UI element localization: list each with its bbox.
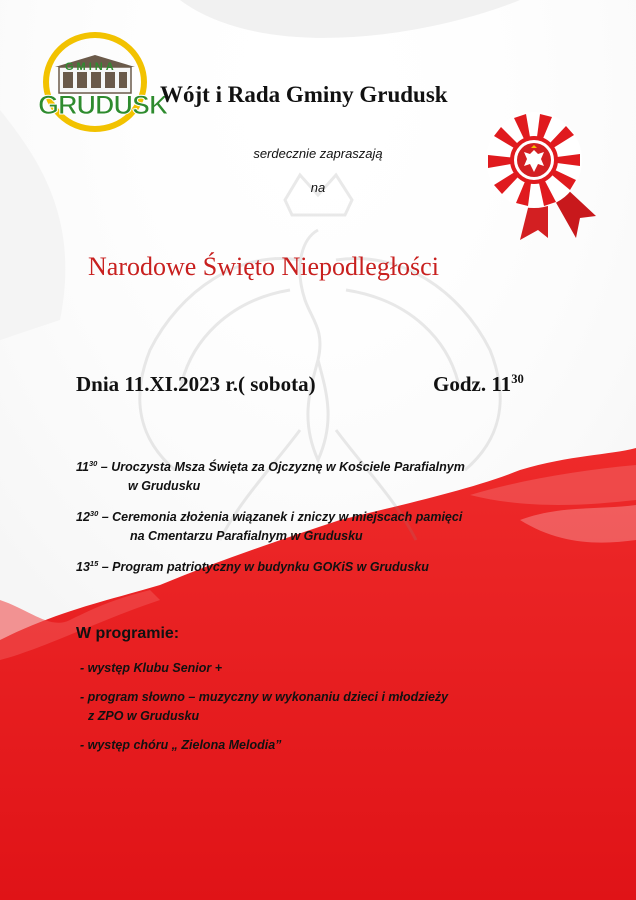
schedule-time: $13^{15}$ bbox=[76, 558, 99, 574]
na-text: na bbox=[310, 180, 326, 195]
program-line-continued: z ZPO w Grudusku bbox=[88, 709, 200, 723]
program-line: - występ chóru „ Zielona Melodia” bbox=[80, 738, 282, 752]
program-item bbox=[80, 688, 560, 726]
event-time-minutes: 30 bbox=[511, 372, 524, 386]
schedule-item bbox=[76, 558, 566, 577]
event-time bbox=[433, 372, 524, 397]
schedule bbox=[76, 458, 566, 589]
program-line: - występ Klubu Senior + bbox=[80, 661, 223, 675]
event-name: Narodowe Święto Niepodległości bbox=[88, 252, 439, 281]
schedule-line-continued: na Cmentarzu Parafialnym w Grudusku bbox=[130, 529, 363, 543]
event-date: Dnia 11.XI.2023 r.( sobota) bbox=[76, 372, 316, 396]
gmina-grudusk-logo bbox=[37, 30, 168, 135]
schedule-time: $12^{30}$ bbox=[76, 508, 99, 524]
program-item bbox=[80, 659, 560, 678]
logo-top-text: GMINA bbox=[65, 61, 117, 73]
schedule-line: – Ceremonia złożenia wiązanek i zniczy w miejscach pamięci bbox=[98, 510, 463, 524]
program-list bbox=[80, 659, 560, 765]
schedule-item bbox=[76, 458, 566, 496]
event-time-label: Godz. 11 bbox=[433, 372, 512, 396]
schedule-line: – Program patriotyczny w budynku GOKiS w Grudusku bbox=[98, 560, 429, 574]
schedule-time: $11^{30}$ bbox=[76, 458, 98, 474]
program-item bbox=[80, 736, 560, 755]
rosette-with-eagle-icon bbox=[472, 112, 602, 242]
schedule-item bbox=[76, 508, 566, 546]
invite-text: serdecznie zapraszają bbox=[253, 146, 383, 161]
schedule-line-continued: w Grudusku bbox=[128, 479, 201, 493]
program-heading: W programie: bbox=[76, 625, 180, 642]
page-title: Wójt i Rada Gminy Grudusk bbox=[160, 82, 448, 107]
logo-main-text: GRUDUSK bbox=[38, 90, 168, 120]
schedule-line: – Uroczysta Msza Święta za Ojczyznę w Kościele Parafialnym bbox=[97, 460, 465, 474]
house-logo-icon bbox=[53, 53, 137, 95]
program-line: - program słowno – muzyczny w wykonaniu dzieci i młodzieży bbox=[80, 690, 449, 704]
